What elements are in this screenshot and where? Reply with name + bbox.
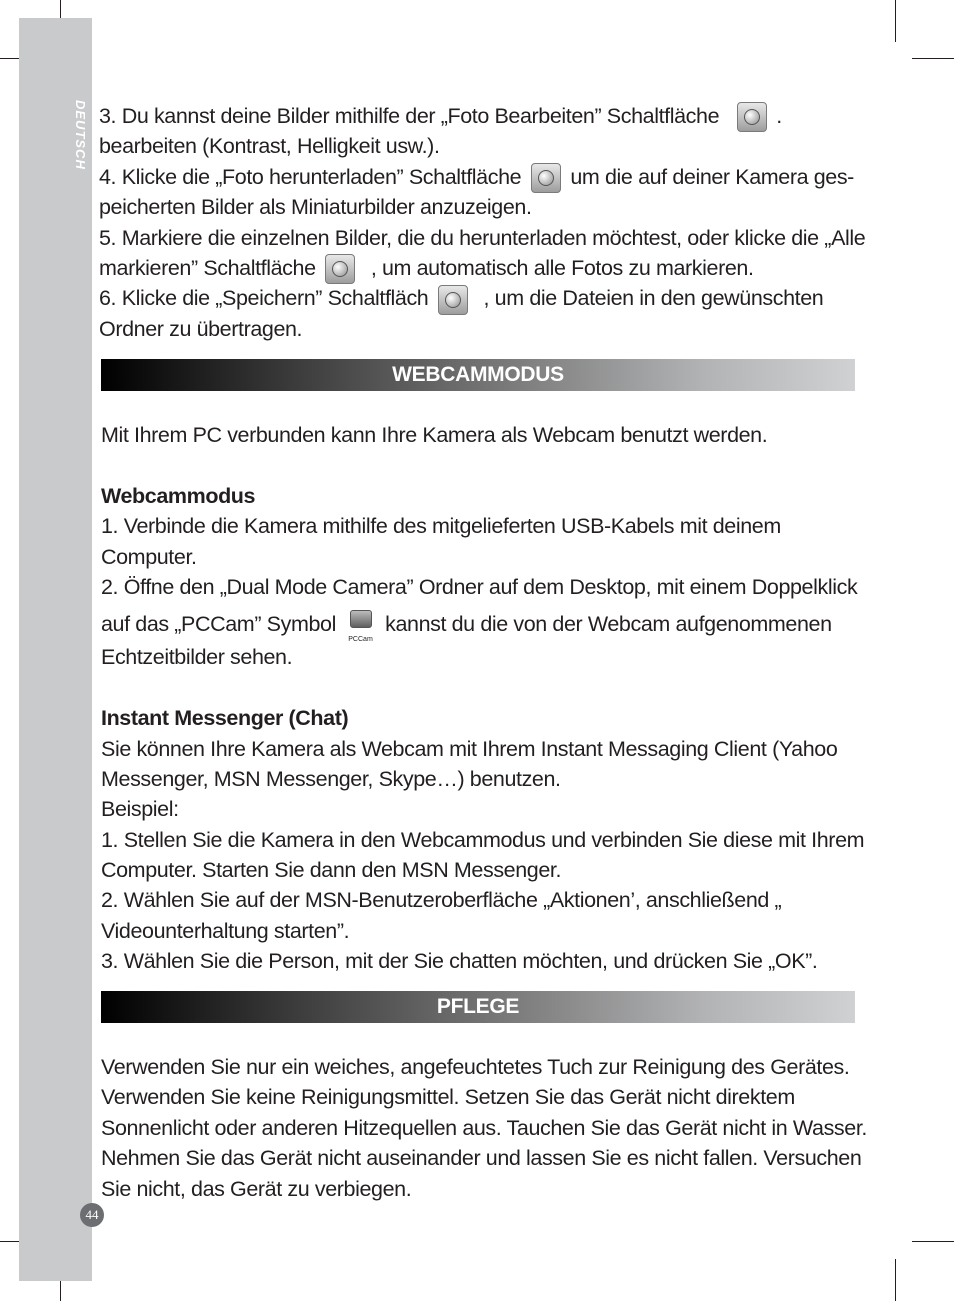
step-line: 6. Klicke die „Speichern” Schaltfläch , um die Dateien in den gewünschten xyxy=(99,283,859,313)
step-line: 3. Du kannst deine Bilder mithilfe der „Foto Bearbeiten” Schaltfläche . xyxy=(99,101,859,131)
select-all-icon xyxy=(325,254,355,284)
crop-mark xyxy=(895,1259,896,1301)
download-photo-icon xyxy=(531,163,561,193)
crop-mark xyxy=(912,58,954,59)
section-heading-care: PFLEGE xyxy=(101,991,855,1023)
save-icon xyxy=(438,285,468,315)
page-number: 44 xyxy=(80,1203,104,1227)
steps-top xyxy=(99,101,866,344)
language-tab: DEUTSCH xyxy=(73,100,88,170)
section-heading-webcam: WEBCAMMODUS xyxy=(101,359,855,391)
webcam-body: Mit Ihrem PC verbunden kann Ihre Kamera als Webcam benutzt werden. Webcammodus 1. Verbinde die Kamera mithilfe des mitgelieferten USB-Kabels mit deinem Computer. 2. Öffne den „Dual Mode Camera” Ordner auf dem Desktop, mit einem Doppelklick auf das „PCCam” Symbol PCCam kannst du die von der Webcam aufgenommenen Echtzeitbilder sehen. Instant Messenger (Chat) Sie können Ihre Kamera als Webcam mit Ihrem Instant Messaging Client (Yahoo Messenger, MSN Messenger, Skype…) benutzen. Beispiel: 1. Stellen Sie die Kamera in den Webcammodus und verbinden Sie diese mit Ihrem Computer. Starten Sie dann den MSN Messenger. 2. Wählen Sie auf der MSN-Benutzeroberfläche „Aktionen’, anschließend „ Videounterhaltung starten”. 3. Wählen Sie die Person, mit der Sie chatten möchten, und drücken Sie „OK”. xyxy=(101,420,861,977)
step-line: 5. Markiere die einzelnen Bilder, die du herunterladen möchtest, oder klicke die „Alle xyxy=(99,225,866,250)
subheading-instant-messenger: Instant Messenger (Chat) xyxy=(101,706,349,731)
step-line: peicherten Bilder als Miniaturbilder anzuzeigen. xyxy=(99,195,532,220)
edit-photo-icon xyxy=(737,102,767,132)
step-line: 4. Klicke die „Foto herunterladen” Schaltfläche um die auf deiner Kamera ges- xyxy=(99,162,859,192)
crop-mark xyxy=(912,1241,954,1242)
subheading-webcammodus: Webcammodus xyxy=(101,483,256,508)
webcam-intro: Mit Ihrem PC verbunden kann Ihre Kamera als Webcam benutzt werden. xyxy=(101,423,768,447)
crop-mark xyxy=(895,0,896,42)
step-line: markieren” Schaltfläche , um automatisch alle Fotos zu markieren. xyxy=(99,253,859,283)
sidebar xyxy=(19,18,92,1281)
step-line: Ordner zu übertragen. xyxy=(99,316,303,341)
step-line: bearbeiten (Kontrast, Helligkeit usw.). xyxy=(99,134,440,159)
pccam-icon: PCCam xyxy=(346,608,376,644)
care-body: Verwenden Sie nur ein weiches, angefeuchtetes Tuch zur Reinigung des Gerätes. Verwenden Sie keine Reinigungsmittel. Setzen Sie das Gerät nicht direktem Sonnenlicht oder anderen Hitzequellen aus. Tauchen Sie das Gerät nicht in Wasser. Nehmen Sie das Gerät nicht auseinander und lassen Sie es nicht fallen. Versuchen Sie nicht, das Gerät zu verbiegen. xyxy=(101,1055,867,1201)
